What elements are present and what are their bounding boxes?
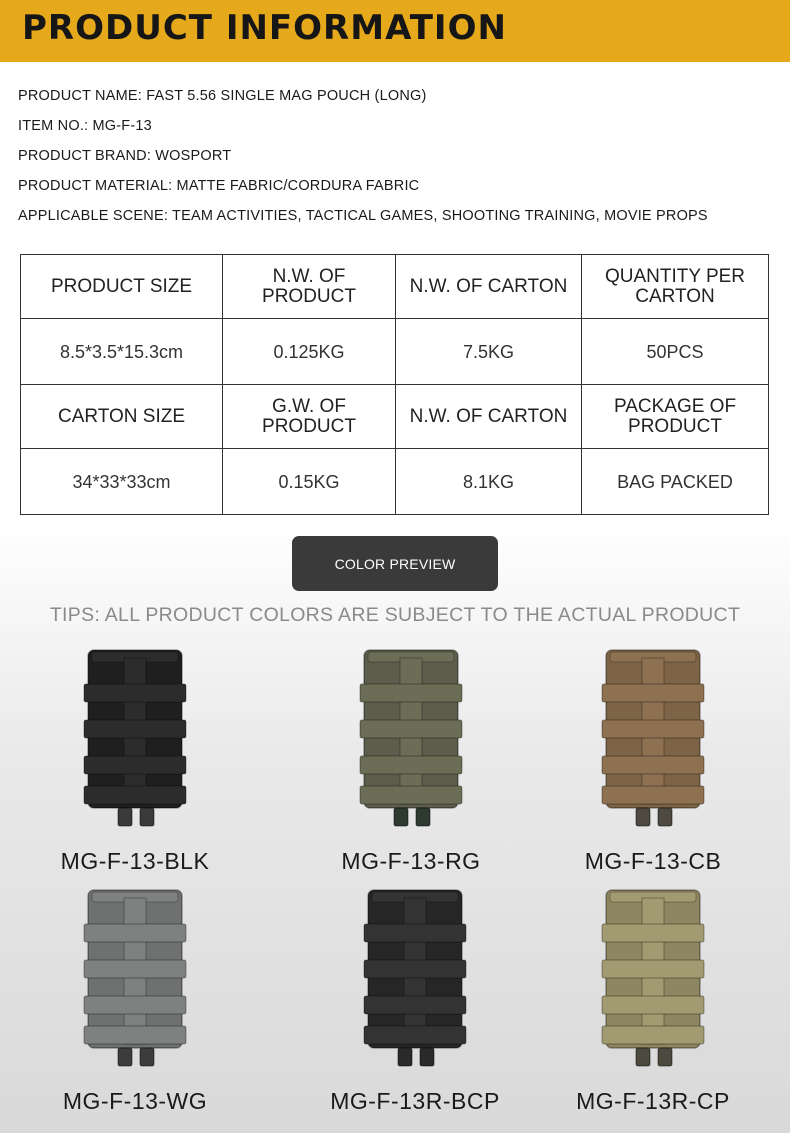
- pouch-image: [360, 884, 470, 1074]
- pouch-image: [80, 644, 190, 834]
- table-cell: 0.15KG: [223, 449, 396, 515]
- variant-name: MG-F-13-CB: [584, 848, 722, 874]
- table-cell: 8.1KG: [396, 449, 582, 515]
- table-row: [21, 385, 769, 449]
- table-cell: 34*33*33cm: [21, 449, 223, 515]
- spec-table: [20, 254, 769, 515]
- tips-text: TIPS: ALL PRODUCT COLORS ARE SUBJECT TO THE ACTUAL PRODUCT: [49, 604, 741, 626]
- variant-card[interactable]: [10, 644, 260, 884]
- info-item-no: ITEM NO.: MG-F-13: [18, 118, 152, 134]
- table-cell: BAG PACKED: [582, 449, 769, 515]
- variant-name: MG-F-13-BLK: [60, 848, 210, 874]
- info-product-name: PRODUCT NAME: FAST 5.56 SINGLE MAG POUCH (LONG): [18, 88, 427, 104]
- pouch-image: [598, 884, 708, 1074]
- table-cell: 0.125KG: [223, 319, 396, 385]
- table-cell: 7.5KG: [396, 319, 582, 385]
- product-info-list: [18, 86, 778, 236]
- table-cell: PACKAGE OF PRODUCT: [582, 385, 769, 449]
- variant-name: MG-F-13-RG: [341, 848, 481, 874]
- table-row: [21, 255, 769, 319]
- table-cell: G.W. OF PRODUCT: [223, 385, 396, 449]
- table-cell: QUANTITY PER CARTON: [582, 255, 769, 319]
- table-cell: N.W. OF CARTON: [396, 255, 582, 319]
- info-brand: PRODUCT BRAND: WOSPORT: [18, 148, 232, 164]
- variant-card[interactable]: [528, 644, 778, 884]
- table-cell: PRODUCT SIZE: [21, 255, 223, 319]
- variant-name: MG-F-13R-BCP: [330, 1088, 500, 1114]
- color-variants-grid: [0, 640, 790, 1130]
- pouch-image: [80, 884, 190, 1074]
- info-scene: APPLICABLE SCENE: TEAM ACTIVITIES, TACTICAL GAMES, SHOOTING TRAINING, MOVIE PROPS: [18, 208, 708, 224]
- table-cell: N.W. OF CARTON: [396, 385, 582, 449]
- table-cell: CARTON SIZE: [21, 385, 223, 449]
- info-material: PRODUCT MATERIAL: MATTE FABRIC/CORDURA FABRIC: [18, 178, 420, 194]
- variant-card[interactable]: [286, 644, 536, 884]
- table-cell: 8.5*3.5*15.3cm: [21, 319, 223, 385]
- pouch-image: [356, 644, 466, 834]
- table-row: [21, 319, 769, 385]
- color-preview-button[interactable]: COLOR PREVIEW: [292, 536, 498, 591]
- variant-card[interactable]: [290, 884, 540, 1124]
- variant-name: MG-F-13-WG: [62, 1088, 208, 1114]
- table-cell: 50PCS: [582, 319, 769, 385]
- header-banner: [0, 0, 790, 62]
- table-cell: N.W. OF PRODUCT: [223, 255, 396, 319]
- page-title: PRODUCT INFORMATION: [22, 8, 507, 48]
- table-row: [21, 449, 769, 515]
- variant-card[interactable]: [10, 884, 260, 1124]
- pouch-image: [598, 644, 708, 834]
- variant-card[interactable]: [528, 884, 778, 1124]
- variant-name: MG-F-13R-CP: [576, 1088, 730, 1114]
